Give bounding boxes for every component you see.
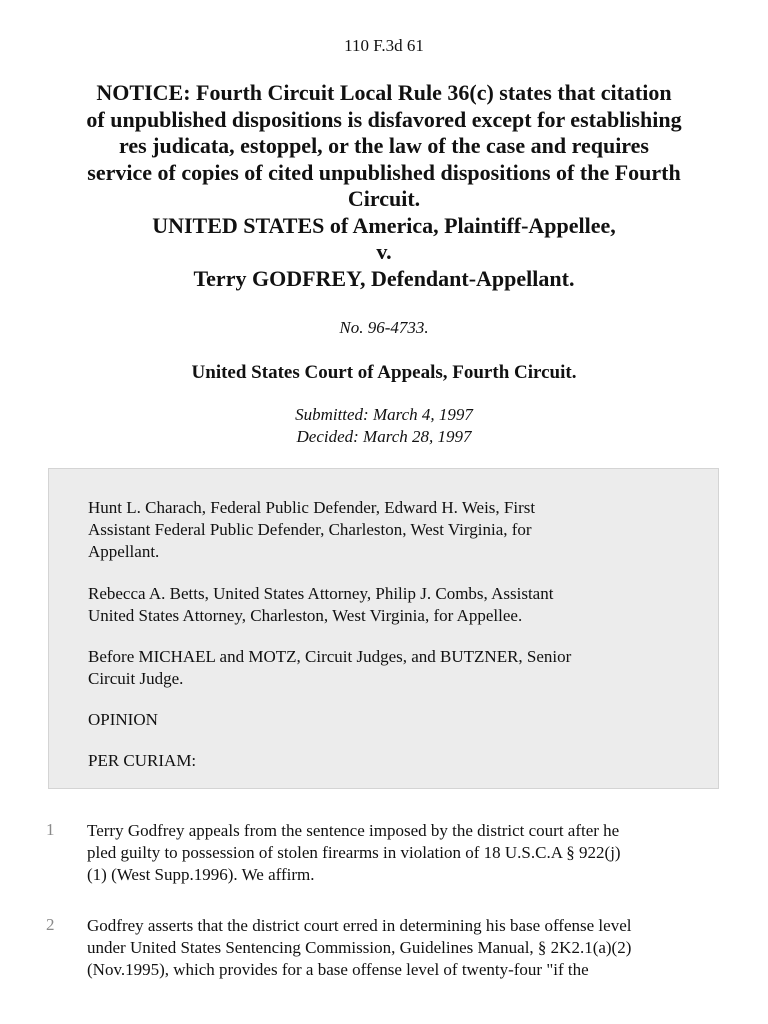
panel-line: Before MICHAEL and MOTZ, Circuit Judges, and BUTZNER, Senior	[88, 647, 572, 666]
paragraph-line: under United States Sentencing Commission, Guidelines Manual, § 2K2.1(a)(2)	[87, 938, 632, 957]
defendant-caption: Terry GODFREY, Defendant-Appellant.	[193, 265, 575, 291]
plaintiff-caption: UNITED STATES of America, Plaintiff-Appellee,	[152, 212, 616, 238]
counsel-box	[48, 468, 719, 789]
notice-line: res judicata, estoppel, or the law of the case and requires	[118, 133, 649, 158]
opinion-paragraph	[87, 820, 727, 886]
counsel-line: Appellant.	[88, 542, 160, 561]
decided-date: Decided: March 28, 1997	[296, 427, 472, 446]
case-dates	[0, 404, 768, 448]
case-citation: 110 F.3d 61	[344, 36, 424, 55]
notice-line: Circuit.	[347, 186, 421, 211]
paragraph-line: Terry Godfrey appeals from the sentence imposed by the district court after he	[87, 821, 620, 840]
notice-line: of unpublished dispositions is disfavored except for establishing	[86, 106, 682, 132]
court-name: United States Court of Appeals, Fourth Circuit.	[191, 362, 577, 383]
paragraph-line: (1) (West Supp.1996). We affirm.	[87, 865, 315, 884]
notice-line: service of copies of cited unpublished dispositions of the Fourth	[87, 159, 681, 185]
docket-number: No. 96-4733.	[339, 318, 429, 337]
appellant-counsel	[88, 497, 688, 563]
submitted-date: Submitted: March 4, 1997	[295, 405, 473, 424]
versus-caption: v.	[376, 239, 392, 264]
case-header	[40, 80, 728, 292]
notice-line: NOTICE: Fourth Circuit Local Rule 36(c) states that citation	[96, 80, 672, 105]
paragraph-number: 2	[46, 915, 55, 934]
paragraph-line: Godfrey asserts that the district court erred in determining his base offense level	[87, 916, 632, 935]
judicial-panel	[88, 646, 688, 690]
counsel-line: Assistant Federal Public Defender, Charleston, West Virginia, for	[88, 520, 532, 539]
counsel-line: Hunt L. Charach, Federal Public Defender, Edward H. Weis, First	[88, 498, 536, 517]
opinion-paragraph	[87, 915, 727, 981]
panel-line: Circuit Judge.	[88, 669, 184, 688]
counsel-line: Rebecca A. Betts, United States Attorney, Philip J. Combs, Assistant	[88, 584, 554, 603]
counsel-line: United States Attorney, Charleston, West Virginia, for Appellee.	[88, 606, 523, 625]
paragraph-line: pled guilty to possession of stolen firearms in violation of 18 U.S.C.A § 922(j)	[87, 843, 621, 862]
paragraph-number: 1	[46, 820, 55, 839]
opinion-label: OPINION	[88, 710, 158, 729]
per-curiam-label: PER CURIAM:	[88, 751, 197, 770]
appellee-counsel	[88, 583, 688, 627]
paragraph-line: (Nov.1995), which provides for a base offense level of twenty-four "if the	[87, 960, 589, 979]
